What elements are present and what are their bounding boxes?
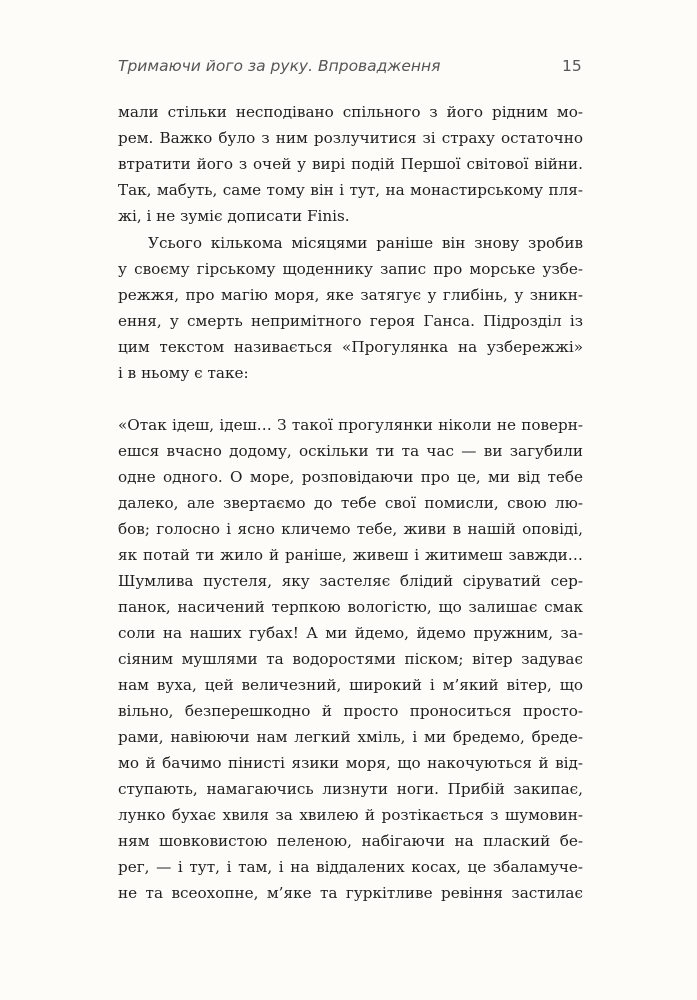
quote-line: рег, — і тут, і там, і на віддалених косах, це збаламуче- xyxy=(118,858,583,876)
quote-line: мо й бачимо пінисті язики моря, що накочуються й від- xyxy=(118,754,583,772)
quote-line: як потай ти жило й раніше, живеш і житимеш завжди… xyxy=(118,546,583,564)
text-line: втратити його з очей у вирі подій Першої світової війни. xyxy=(118,155,583,173)
text-line: жі, і не зуміє дописати Finis. xyxy=(118,207,350,225)
quote-line: не та всеохопне, м’яке та гуркітливе ревіння застилає xyxy=(118,884,583,902)
text-line: Так, мабуть, саме тому він і тут, на монастирському пля- xyxy=(118,181,583,199)
quote-line: вільно, безперешкодно й просто проноситься просто- xyxy=(118,702,583,720)
quote-line: соли на наших губах! А ми йдемо, йдемо пружним, за- xyxy=(118,624,583,642)
quote-line: панок, насичений терпкою вологістю, що залишає смак xyxy=(118,598,583,616)
quote-line: «Отак ідеш, ідеш… З такої прогулянки ніколи не поверн- xyxy=(118,416,583,434)
text-line: рем. Важко було з ним розлучитися зі страху остаточно xyxy=(118,129,583,147)
quote-line: ступають, намагаючись лизнути ноги. Прибій закипає, xyxy=(118,780,583,798)
quote-line: нам вуха, цей величезний, широкий і м’який вітер, що xyxy=(118,676,583,694)
quote-line: рами, навіюючи нам легкий хміль, і ми бредемо, бреде- xyxy=(118,728,583,746)
text-line: Усього кількома місяцями раніше він знову зробив xyxy=(148,234,583,252)
running-head-title: Тримаючи його за руку. Впровадження xyxy=(118,57,441,75)
quote-line: сіяним мушлями та водоростями піском; вітер задуває xyxy=(118,650,583,668)
quote-line: ешся вчасно додому, оскільки ти та час — ви загубили xyxy=(118,442,583,460)
quote-line: далеко, але звертаємо до тебе свої помисли, свою лю- xyxy=(118,494,583,512)
text-line: цим текстом називається «Прогулянка на узбережжі» xyxy=(118,338,583,356)
text-line: режжя, про магію моря, яке затягує у глибінь, у зникн- xyxy=(118,286,583,304)
text-line: мали стільки несподівано спільного з його рідним мо- xyxy=(118,103,583,121)
quote-line: ням шовковистою пеленою, набігаючи на плаский бе- xyxy=(118,832,583,850)
text-line: ення, у смерть непримітного героя Ганса. Підрозділ із xyxy=(118,312,583,330)
quote-line: лунко бухає хвиля за хвилею й розтікається з шумовин- xyxy=(118,806,583,824)
quote-line: бов; голосно і ясно кличемо тебе, живи в нашій оповіді, xyxy=(118,520,583,538)
quote-line: одне одного. О море, розповідаючи про це, ми від тебе xyxy=(118,468,583,486)
page-number: 15 xyxy=(562,57,582,75)
text-line: у своєму гірському щоденнику запис про морське узбе- xyxy=(118,260,583,278)
quote-line: Шумлива пустеля, яку застеляє блідий сіруватий сер- xyxy=(118,572,583,590)
text-line: і в ньому є таке: xyxy=(118,364,249,382)
